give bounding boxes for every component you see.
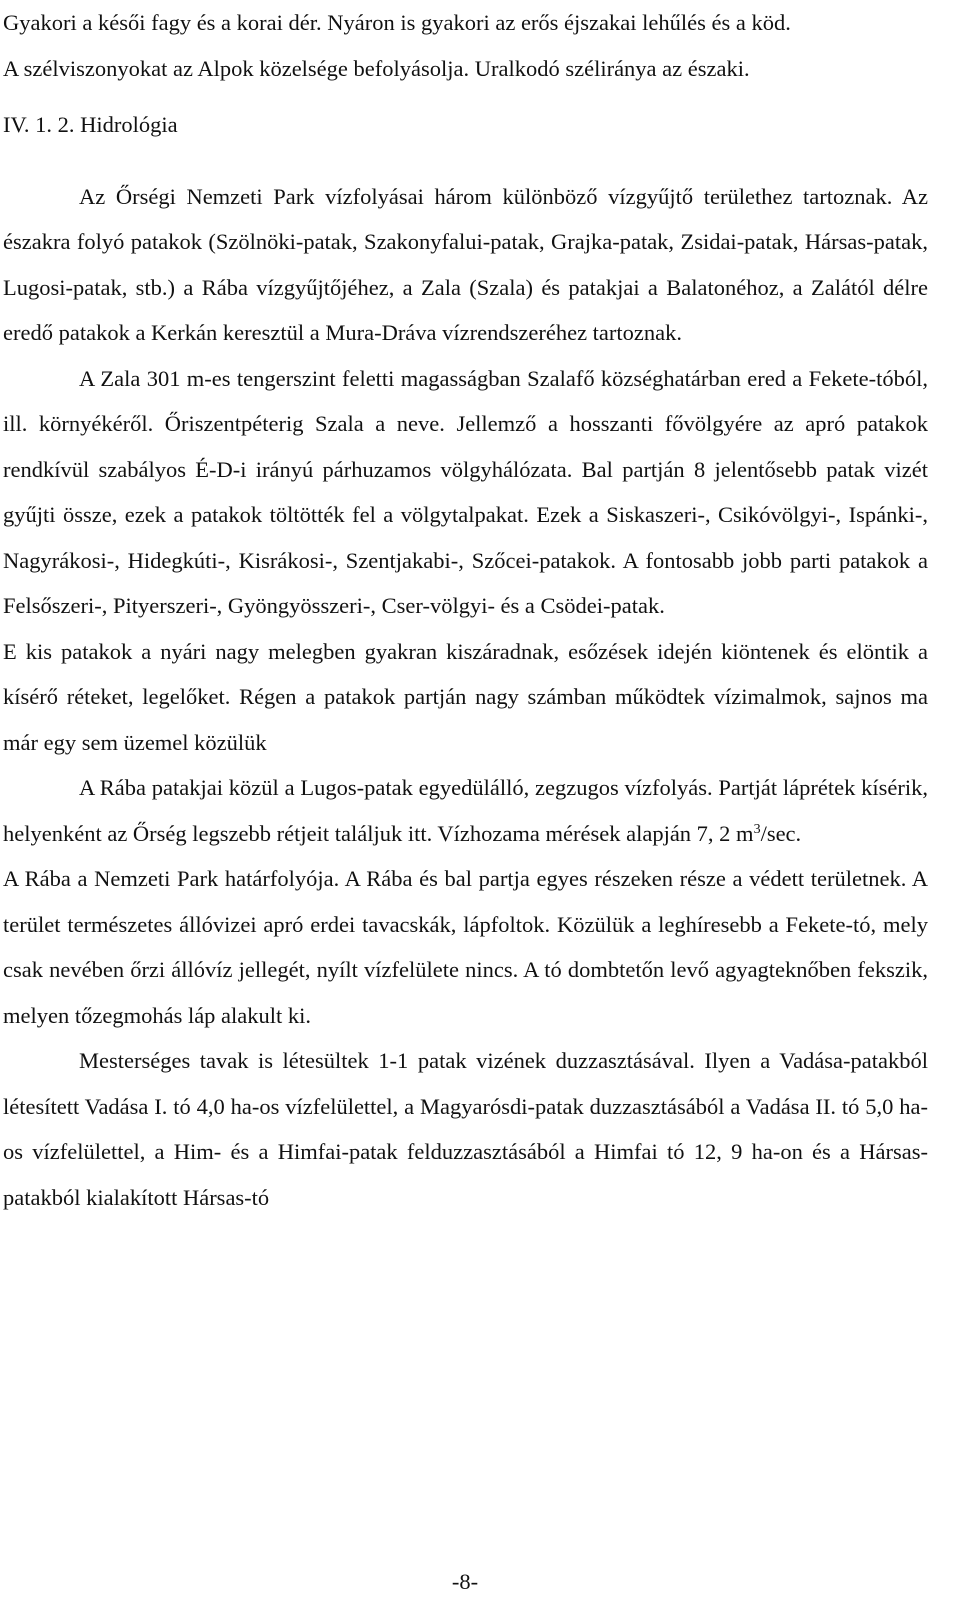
paragraph-small-streams: E kis patakok a nyári nagy melegben gyakran kiszáradnak, esőzések idején kiöntenek és elöntik a kísérő réteket, legelőket. Régen a patakok partján nagy számban működtek vízimalmok, sajnos ma már egy sem üzemel közülük: [3, 638, 928, 755]
intro-line: A szélviszonyokat az Alpok közelsége befolyásolja. Uralkodó széliránya az északi.: [3, 55, 750, 81]
paragraph-zala: A Zala 301 m-es tengerszint feletti magasságban Szalafő községhatárban ered a Fekete-tóból, ill. környékéről. Őriszentpéterig Szala a neve. Jellemző a hosszanti fővölgyére az apró patakok rendkívül szabályos É-D-i irányú párhuzamos völgyhálózata. Bal partján 8 jelentősebb patak vizét gyűjti össze, ezek a patakok töltötték fel a völgytalpakat. Ezek a Siskaszeri-, Csikóvölgyi-, Ispánki-, Nagyrákosi-, Hidegkúti-, Kisrákosi-, Szentjakabi-, Szőcei-patakok. A fontosabb jobb parti patakok a Felsőszeri-, Pityerszeri-, Gyöngyösszeri-, Cser-völgyi- és a Csödei-patak.: [3, 365, 928, 618]
intro-line: Gyakori a késői fagy és a korai dér. Nyáron is gyakori az erős éjszakai lehűlés és a köd.: [3, 10, 791, 35]
paragraph-lugos: [3, 765, 928, 856]
paragraph-raba: A Rába a Nemzeti Park határfolyója. A Rába és bal partja egyes részeken része a védett területnek. A terület természetes állóvizei apró erdei tavacskák, lápfoltok. Közülük a leghíresebb a Fekete-tó, mely csak nevében őrzi állóvíz jellegét, nyílt vízfelülete nincs. A tó dombtetőn levő agyagteknőben fekszik, melyen tőzegmohás láp alakult ki.: [3, 866, 928, 1028]
page-number: -8-: [451, 1569, 479, 1594]
paragraph-lugos-unit: /sec.: [760, 820, 802, 846]
paragraph-artificial-lakes: Mesterséges tavak is létesültek 1-1 patak vizének duzzasztásával. Ilyen a Vadása-patakból létesített Vadása I. tó 4,0 ha-os vízfelülettel, a Magyarósdi-patak duzzasztásából a Vadása II. tó 5,0 ha-os vízfelülettel, a Him- és a Himfai-patak felduzzasztásából a Himfai tó 12, 9 ha-on és a Hársas-patakból kialakított Hársas-tó: [3, 1048, 928, 1210]
section-heading: IV. 1. 2. Hidrológia: [3, 112, 178, 137]
document-body: [3, 0, 928, 1220]
paragraph-watersheds: Az Őrségi Nemzeti Park vízfolyásai három különböző vízgyűjtő területhez tartoznak. Az északra folyó patakok (Szölnöki-patak, Szakonyfalui-patak, Grajka-patak, Zsidai-patak, Hársas-patak, Lugosi-patak, stb.) a Rába vízgyűjtőjéhez, a Zala (Szala) és patakjai a Balatonéhoz, a Zalától délre eredő patakok a Kerkán keresztül a Mura-Dráva vízrendszeréhez tartoznak.: [3, 183, 928, 345]
paragraph-lugos-text: A Rába patakjai közül a Lugos-patak egyedülálló, zegzugos vízfolyás. Partját láprétek kísérik, helyenként az Őrség legszebb rétjeit találjuk itt. Vízhozama mérések alapján 7, 2 m: [3, 775, 928, 846]
superscript-cubed: 3: [753, 821, 761, 837]
